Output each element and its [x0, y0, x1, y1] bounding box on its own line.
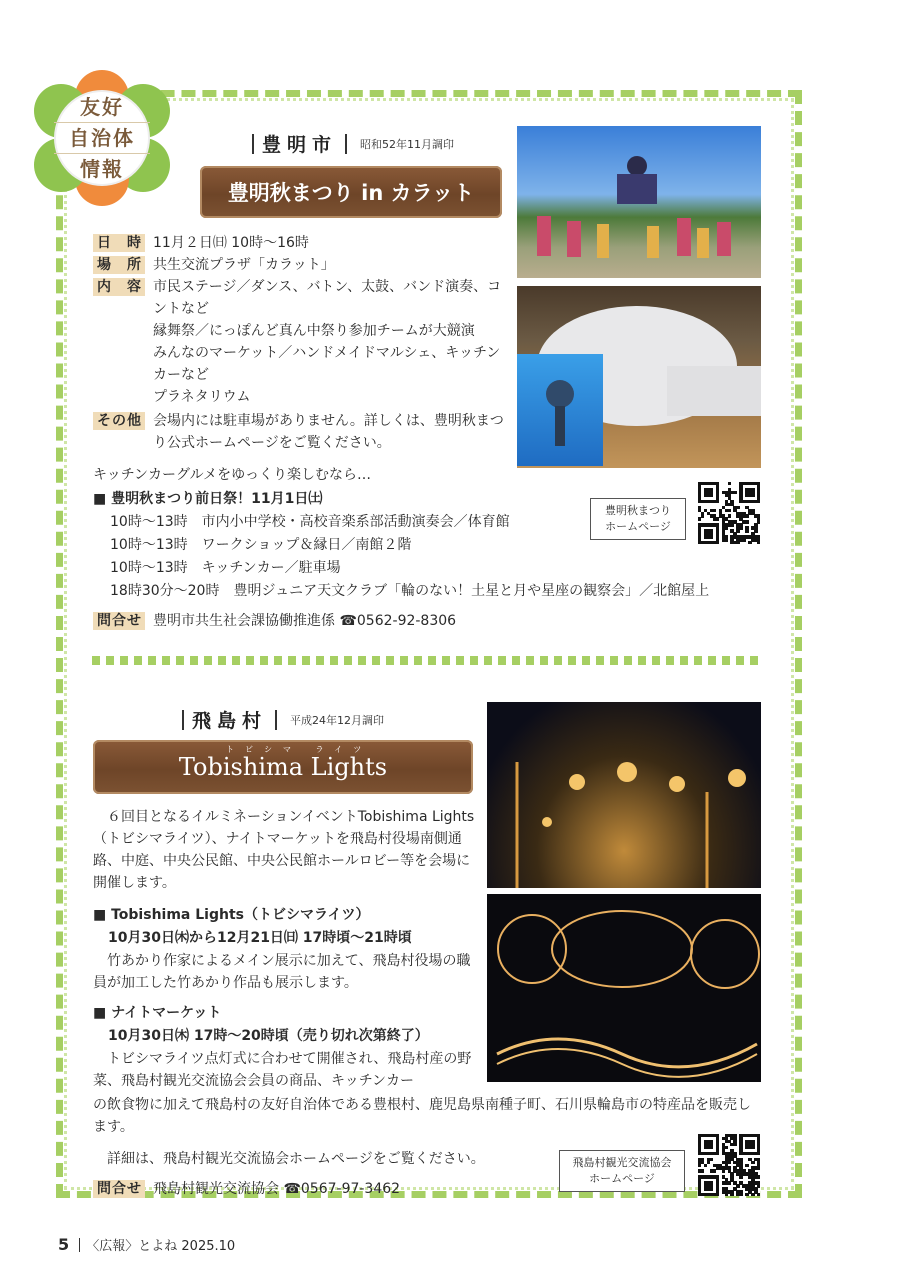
qr-code-tobishima[interactable] — [698, 1134, 760, 1196]
detail-note: 詳細は、飛島村観光交流協会ホームページをご覧ください。 — [107, 1151, 485, 1167]
contact-row-2: 問合せ 飛島村観光交流協会 ☎0567-97-3462 — [93, 1178, 553, 1200]
festival-dance-photo — [517, 126, 761, 278]
lights-date: 10月30日㈭から12月21日㈰ 17時頃〜21時頃 — [108, 930, 412, 946]
municipality-toyoake: 豊明市 — [244, 130, 355, 157]
projector-photo — [517, 354, 603, 466]
detail-row: その他 会場内には駐車場がありません。詳しくは、豊明秋まつり公式ホームページをご覧ください。 — [93, 410, 513, 454]
page-footer: 5 〈広報〉とよね 2025.10 — [58, 1235, 236, 1254]
section-divider — [92, 656, 760, 665]
badge-line-3: 情報 — [80, 157, 124, 181]
lights-title: ■ Tobishima Lights（トビシマライツ） — [93, 907, 370, 923]
detail-row: 縁舞祭／にっぽんど真ん中祭り参加チームが大競演 — [153, 323, 475, 339]
detail-row: プラネタリウム — [153, 389, 251, 405]
qr-label-1: 豊明秋まつり ホームページ — [590, 498, 686, 540]
detail-row: 場 所 共生交流プラザ「カラット」 — [93, 254, 513, 276]
pre-fest-item: 10時〜13時 ワークショップ＆縁日／南館２階 — [110, 537, 412, 553]
sister-date-1: 昭和52年11月調印 — [360, 138, 454, 151]
detail-row: 日 時 11月２日㈰ 10時〜16時 — [93, 232, 513, 254]
sister-date-2: 平成24年12月調印 — [290, 714, 384, 727]
municipality-tobishima: 飛島村 — [174, 706, 285, 733]
pre-fest-item: 10時〜13時 市内小中学校・高校音楽系部活動演奏会／体育館 — [110, 514, 510, 530]
qr-label-2: 飛島村観光交流協会 ホームページ — [559, 1150, 685, 1192]
detail-row: 内 容 市民ステージ／ダンス、バトン、太鼓、バンド演奏、コントなど — [93, 276, 513, 320]
pre-fest-title: ■ 豊明秋まつり前日祭！11月1日㈯ — [93, 491, 323, 507]
bamboo-lights-photo — [487, 702, 761, 888]
intro-text: ６回目となるイルミネーションイベントTobishima Lights（トビシマライツ）、ナイトマーケットを飛島村役場南側通路、中庭、中央公民館、中央公民館ホールロビー等を会場に開催します。 — [93, 809, 475, 891]
market-text-2: の飲食物に加えて飛島村の友好自治体である豊根村、鹿児島県南種子町、石川県輪島市の特産品を販売します。 — [93, 1097, 751, 1135]
illumination-art-photo — [487, 894, 761, 1082]
market-text-1: トビシマライツ点灯式に合わせて開催され、飛島村産の野菜、飛島村観光交流協会会員の商品、キッチンカー — [93, 1051, 472, 1089]
market-title: ■ ナイトマーケット — [93, 1005, 222, 1021]
qr-code-toyoake[interactable] — [698, 482, 760, 544]
pre-fest-item: 10時〜13時 キッチンカー／駐車場 — [110, 560, 341, 576]
market-date: 10月30日㈭ 17時〜20時頃（売り切れ次第終了） — [108, 1028, 429, 1044]
lights-text: 竹あかり作家によるメイン展示に加えて、飛島村役場の職員が加工した竹あかり作品も展示します。 — [93, 953, 471, 991]
badge-line-1: 友好 — [54, 92, 150, 123]
event-banner-2: Tobishima Lights — [93, 740, 473, 794]
event-banner-1: 豊明秋まつり in カラット — [200, 166, 502, 218]
friendship-badge — [34, 70, 170, 206]
kitchen-note: キッチンカーグルメをゆっくり楽しむなら… — [93, 467, 372, 483]
event-ruby: トビシマ ライツ — [226, 745, 373, 754]
detail-row: みんなのマーケット／ハンドメイドマルシェ、キッチンカーなど — [153, 345, 501, 383]
badge-line-2: 自治体 — [54, 123, 150, 154]
pre-fest-item: 18時30分〜20時 豊明ジュニア天文クラブ「輪のない！土星と月や星座の観察会」／北館屋上 — [110, 583, 710, 599]
contact-row-1: 問合せ 豊明市共生社会課協働推進係 ☎0562-92-8306 — [93, 610, 653, 632]
